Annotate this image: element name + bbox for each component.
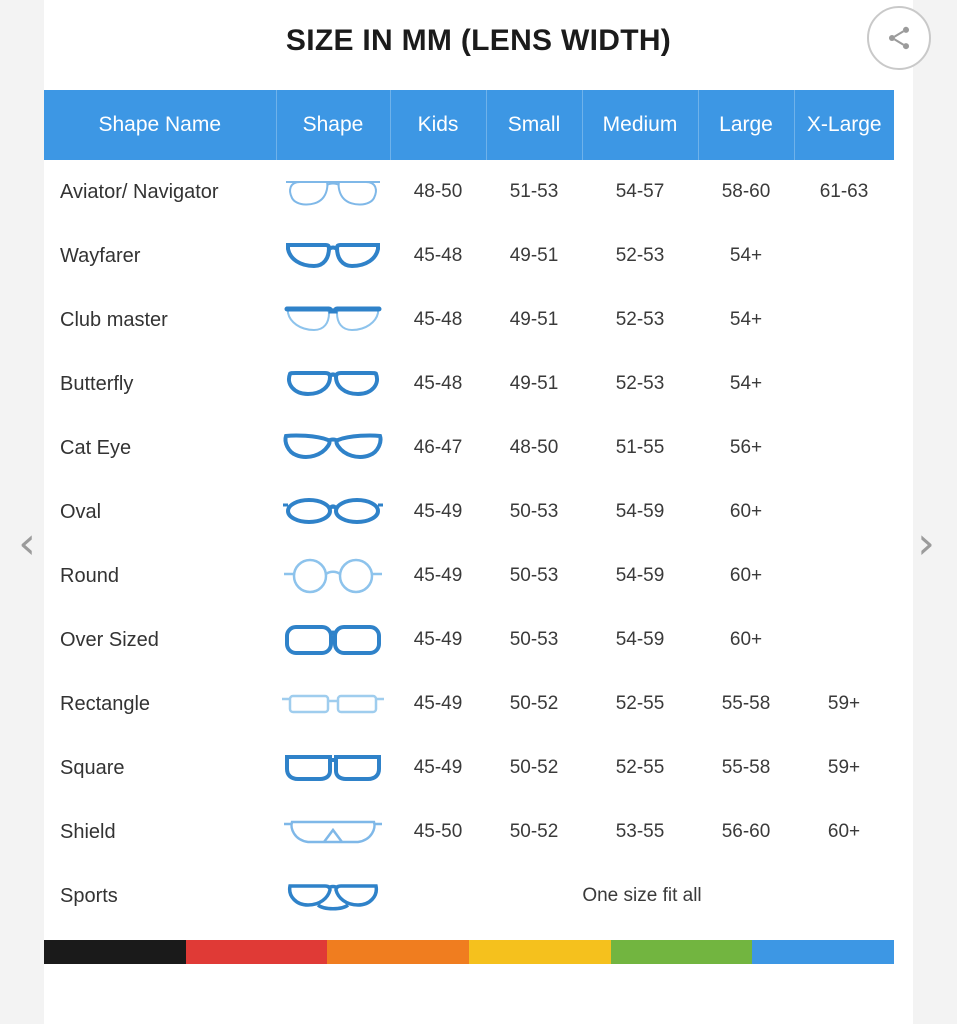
butterfly-glasses-icon: [278, 360, 388, 408]
shape-icon-cell: [276, 480, 390, 544]
size-kids: 45-49: [390, 672, 486, 736]
size-medium: 54-57: [582, 160, 698, 224]
size-xlarge: [794, 224, 894, 288]
column-header-shape-name: Shape Name: [44, 90, 276, 160]
shape-name-cell: Square: [44, 736, 276, 800]
color-swatch-orange: [327, 940, 469, 964]
size-small: 49-51: [486, 224, 582, 288]
size-large: 58-60: [698, 160, 794, 224]
shape-icon-cell: [276, 672, 390, 736]
shape-name-cell: Oval: [44, 480, 276, 544]
shape-name-cell: Wayfarer: [44, 224, 276, 288]
shape-icon-cell: [276, 352, 390, 416]
size-small: 50-52: [486, 800, 582, 864]
size-xlarge: [794, 352, 894, 416]
size-table-wrapper: [44, 90, 894, 928]
size-small: 50-53: [486, 608, 582, 672]
next-slide-arrow[interactable]: ›: [917, 518, 935, 569]
size-small: 50-53: [486, 480, 582, 544]
size-xlarge: [794, 480, 894, 544]
size-large: 55-58: [698, 672, 794, 736]
size-xlarge: 59+: [794, 736, 894, 800]
shape-icon-cell: [276, 160, 390, 224]
table-row: [44, 800, 894, 864]
one-size-note: One size fit all: [390, 864, 894, 928]
shape-icon-cell: [276, 224, 390, 288]
shape-icon-cell: [276, 608, 390, 672]
column-header-xlarge: X-Large: [794, 90, 894, 160]
size-small: 50-53: [486, 544, 582, 608]
color-swatch-red: [186, 940, 328, 964]
table-row: [44, 160, 894, 224]
shape-name-cell: Sports: [44, 864, 276, 928]
color-swatch-blue: [752, 940, 894, 964]
shape-icon-cell: [276, 416, 390, 480]
size-large: 56+: [698, 416, 794, 480]
size-xlarge: 60+: [794, 800, 894, 864]
column-header-kids: Kids: [390, 90, 486, 160]
shape-name-cell: Aviator/ Navigator: [44, 160, 276, 224]
size-xlarge: [794, 544, 894, 608]
table-row: [44, 352, 894, 416]
size-xlarge: 61-63: [794, 160, 894, 224]
oversized-glasses-icon: [278, 616, 388, 664]
column-header-small: Small: [486, 90, 582, 160]
left-edge-shade: [0, 0, 44, 1024]
shape-icon-cell: [276, 288, 390, 352]
oval-glasses-icon: [278, 488, 388, 536]
size-kids: 45-49: [390, 480, 486, 544]
size-medium: 52-55: [582, 736, 698, 800]
table-row: [44, 608, 894, 672]
size-xlarge: [794, 416, 894, 480]
shape-icon-cell: [276, 736, 390, 800]
size-medium: 52-53: [582, 352, 698, 416]
size-kids: 48-50: [390, 160, 486, 224]
size-kids: 46-47: [390, 416, 486, 480]
size-small: 50-52: [486, 736, 582, 800]
share-button[interactable]: [867, 6, 931, 70]
shape-icon-cell: [276, 544, 390, 608]
table-header-row: [44, 90, 894, 160]
table-row: [44, 672, 894, 736]
size-kids: 45-49: [390, 608, 486, 672]
table-row: [44, 224, 894, 288]
table-row: [44, 288, 894, 352]
table-row: [44, 864, 894, 928]
size-kids: 45-48: [390, 288, 486, 352]
shape-name-cell: Butterfly: [44, 352, 276, 416]
size-small: 49-51: [486, 288, 582, 352]
size-medium: 52-53: [582, 224, 698, 288]
size-xlarge: [794, 608, 894, 672]
size-large: 54+: [698, 224, 794, 288]
column-header-large: Large: [698, 90, 794, 160]
size-large: 60+: [698, 544, 794, 608]
shape-icon-cell: [276, 864, 390, 928]
size-kids: 45-50: [390, 800, 486, 864]
size-table: [44, 90, 894, 928]
color-swatch-yellow: [469, 940, 611, 964]
size-medium: 52-53: [582, 288, 698, 352]
color-bar: [44, 940, 894, 964]
table-row: [44, 416, 894, 480]
size-medium: 51-55: [582, 416, 698, 480]
size-medium: 54-59: [582, 480, 698, 544]
shape-name-cell: Over Sized: [44, 608, 276, 672]
size-large: 60+: [698, 608, 794, 672]
size-kids: 45-49: [390, 736, 486, 800]
color-swatch-green: [611, 940, 753, 964]
column-header-shape: Shape: [276, 90, 390, 160]
shield-glasses-icon: [278, 808, 388, 856]
share-icon: [885, 24, 913, 52]
size-xlarge: [794, 288, 894, 352]
square-glasses-icon: [278, 744, 388, 792]
shape-name-cell: Cat Eye: [44, 416, 276, 480]
round-glasses-icon: [278, 552, 388, 600]
size-kids: 45-48: [390, 224, 486, 288]
size-small: 48-50: [486, 416, 582, 480]
right-edge-shade: [913, 0, 957, 1024]
size-medium: 54-59: [582, 608, 698, 672]
size-small: 49-51: [486, 352, 582, 416]
size-large: 54+: [698, 288, 794, 352]
table-row: [44, 480, 894, 544]
sports-glasses-icon: [278, 872, 388, 920]
cat-eye-glasses-icon: [278, 424, 388, 472]
shape-name-cell: Shield: [44, 800, 276, 864]
size-medium: 53-55: [582, 800, 698, 864]
size-xlarge: 59+: [794, 672, 894, 736]
prev-slide-arrow[interactable]: ‹: [18, 518, 36, 569]
shape-icon-cell: [276, 800, 390, 864]
size-large: 54+: [698, 352, 794, 416]
color-swatch-black: [44, 940, 186, 964]
size-kids: 45-48: [390, 352, 486, 416]
size-kids: 45-49: [390, 544, 486, 608]
table-body: [44, 160, 894, 928]
aviator-glasses-icon: [278, 168, 388, 216]
rectangle-glasses-icon: [278, 680, 388, 728]
shape-name-cell: Club master: [44, 288, 276, 352]
size-medium: 54-59: [582, 544, 698, 608]
size-small: 50-52: [486, 672, 582, 736]
column-header-medium: Medium: [582, 90, 698, 160]
table-row: [44, 544, 894, 608]
size-medium: 52-55: [582, 672, 698, 736]
chart-header: [0, 0, 957, 88]
size-large: 55-58: [698, 736, 794, 800]
size-large: 60+: [698, 480, 794, 544]
page-title: SIZE IN MM (LENS WIDTH): [285, 24, 672, 57]
table-row: [44, 736, 894, 800]
wayfarer-glasses-icon: [278, 232, 388, 280]
shape-name-cell: Rectangle: [44, 672, 276, 736]
shape-name-cell: Round: [44, 544, 276, 608]
size-large: 56-60: [698, 800, 794, 864]
size-small: 51-53: [486, 160, 582, 224]
clubmaster-glasses-icon: [278, 296, 388, 344]
